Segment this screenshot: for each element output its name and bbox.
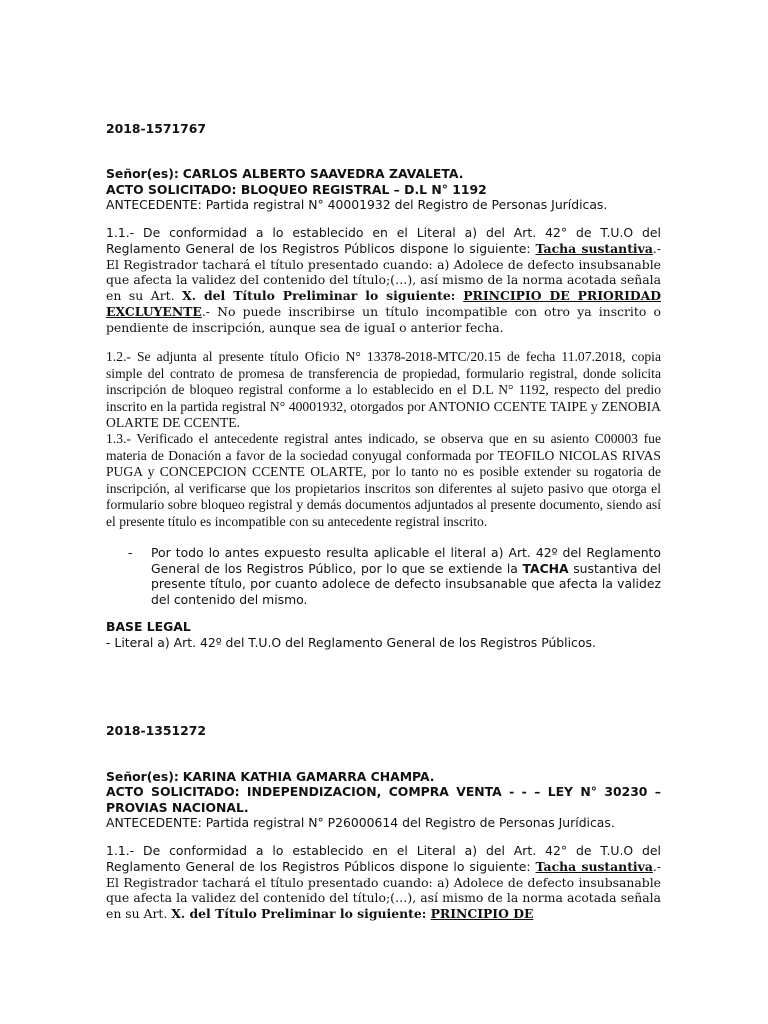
tacha-sustantiva-term-2: Tacha sustantiva	[535, 858, 653, 874]
recipient-name: CARLOS ALBERTO SAAVEDRA ZAVALETA.	[182, 166, 464, 181]
base-legal-text: - Literal a) Art. 42º del T.U.O del Reglamento General de los Registros Públicos.	[106, 635, 596, 650]
principle-term-2: PRINCIPIO DE	[430, 906, 534, 922]
act-line: ACTO SOLICITADO: BLOQUEO REGISTRAL – D.L N° 1192	[106, 182, 487, 197]
record-code: 2018-1571767	[106, 121, 206, 136]
base-legal-title: BASE LEGAL	[106, 619, 191, 634]
record-code-2: 2018-1351272	[106, 723, 206, 738]
paragraph-1-1: 1.1.- De conformidad a lo establecido en el Literal a) del Art. 42° de T.U.O del Reglamento General de los Registros Públicos dispone lo siguiente: Tacha sustantiva.- El Registrador tachará el título presentado cuando: a) Adolece de defecto insubsanable que afecta la validez del contenido del título;(…), así mismo de la norma acotada señala en su Art. X. del Título Preliminar lo siguiente: PRINCIPIO DE PRIORIDAD EXCLUYENTE.- No puede inscribirse un título incompatible con otro ya inscrito o pendiente de inscripción, aunque sea de igual o anterior fecha.	[106, 225, 661, 335]
antecedent-line: ANTECEDENTE: Partida registral N° 40001932 del Registro de Personas Jurídicas.	[106, 197, 608, 212]
recipient-name-2: KARINA KATHIA GAMARRA CHAMPA.	[182, 769, 435, 784]
article-reference-2: X. del Título Preliminar lo siguiente:	[171, 906, 431, 922]
article-reference: X. del Título Preliminar lo siguiente:	[182, 288, 464, 304]
paragraph-1-3: 1.3.- Verificado el antecedente registral antes indicado, se observa que en su asiento C00003 fue materia de Donación a favor de la sociedad conyugal conformada por TEOFILO NICOLAS RIVAS PUGA y CONCEPCION CCENTE OLARTE, por lo tanto no es posible extender su rogatoria de inscripción, al verificarse que los propietarios inscritos son diferentes al sujeto pasivo que otorga el formulario sobre bloqueo registral y demás documentos adjuntados al presente documento, siendo así el presente título es incompatible con su antecedente registral inscrito.	[106, 431, 661, 529]
recipient-label-2: Señor(es):	[106, 769, 179, 784]
tacha-term: TACHA	[522, 560, 569, 576]
recipient-line-2	[106, 769, 661, 785]
principle-term: PRINCIPIO DE PRIORIDAD EXCLUYENTE	[106, 288, 661, 319]
recipient-line	[106, 166, 661, 182]
recipient-label: Señor(es):	[106, 166, 179, 181]
paragraph-1-2: 1.2.- Se adjunta al presente título Oficio N° 13378-2018-MTC/20.15 de fecha 11.07.2018, copia simple del contrato de promesa de transferencia de propiedad, formulario registral, donde solicita inscripción de bloqueo registral conforme a lo establecido en el D.L N° 1192, respecto del predio inscrito en la partida registral N° 40001932, otorgados por ANTONIO CCENTE TAIPE y ZENOBIA OLARTE DE CCENTE.	[106, 349, 661, 431]
paragraph-2-1-1: 1.1.- De conformidad a lo establecido en el Literal a) del Art. 42° de T.U.O del Reglamento General de los Registros Públicos dispone lo siguiente: Tacha sustantiva.- El Registrador tachará el título presentado cuando: a) Adolece de defecto insubsanable que afecta la validez del contenido del título;(…), así mismo de la norma acotada señala en su Art. X. del Título Preliminar lo siguiente: PRINCIPIO DE	[106, 843, 661, 922]
tacha-sustantiva-term: Tacha sustantiva	[535, 240, 653, 256]
bullet-dash: -	[128, 545, 133, 560]
bullet-text: Por todo lo antes expuesto resulta aplicable el literal a) Art. 42º del Reglamento General de los Registros Público, por lo que se extiende la TACHA sustantiva del presente título, por cuanto adolece de defecto insubsanable que afecta la validez del contenido del mismo.	[151, 545, 661, 607]
antecedent-line-2: ANTECEDENTE: Partida registral N° P26000614 del Registro de Personas Jurídicas.	[106, 815, 615, 830]
act-line-2: ACTO SOLICITADO: INDEPENDIZACION, COMPRA VENTA - - – LEY N° 30230 – PROVIAS NACIONAL.	[106, 784, 661, 815]
